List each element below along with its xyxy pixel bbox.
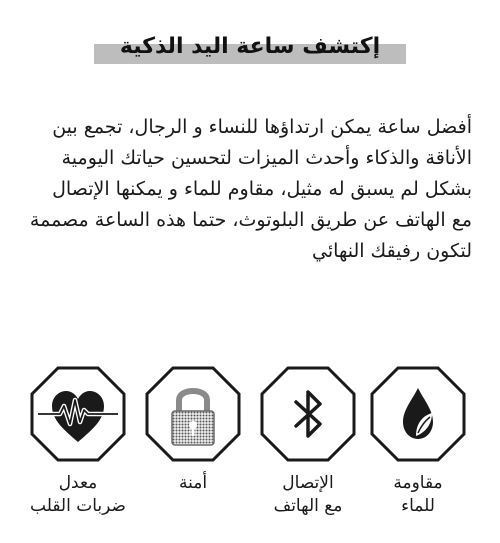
feature-label: مقاومة للماء bbox=[393, 473, 443, 516]
title-section bbox=[0, 30, 500, 70]
feature-label: معدل ضربات القلب bbox=[30, 473, 126, 516]
padlock-icon bbox=[145, 366, 241, 462]
feature-water-resistant bbox=[370, 366, 466, 518]
feature-phone-connection bbox=[260, 366, 356, 518]
page-title: إكتشف ساعة اليد الذكية bbox=[119, 34, 381, 59]
feature-secure bbox=[145, 366, 241, 495]
feature-label: الإتصال مع الهاتف bbox=[273, 473, 343, 516]
title-band bbox=[94, 30, 406, 70]
feature-heart-rate bbox=[30, 366, 126, 518]
feature-label: أمنة bbox=[178, 473, 208, 493]
heart-rate-icon bbox=[30, 366, 126, 462]
water-drop-leaf-icon bbox=[370, 366, 466, 462]
bluetooth-icon bbox=[260, 366, 356, 462]
product-description: أفضل ساعة يمكن ارتداؤها للنساء و الرجال، تجمع بين الأناقة والذكاء وأحدث الميزات لتحسين حياتك اليومية بشكل لم يسبق له مثيل، مقاوم للماء و يمكنها الإتصال مع الهاتف عن طريق البلوتوث، حتما هذه الساعة مصممة لتكون رفيقك النهائي bbox=[29, 116, 472, 262]
